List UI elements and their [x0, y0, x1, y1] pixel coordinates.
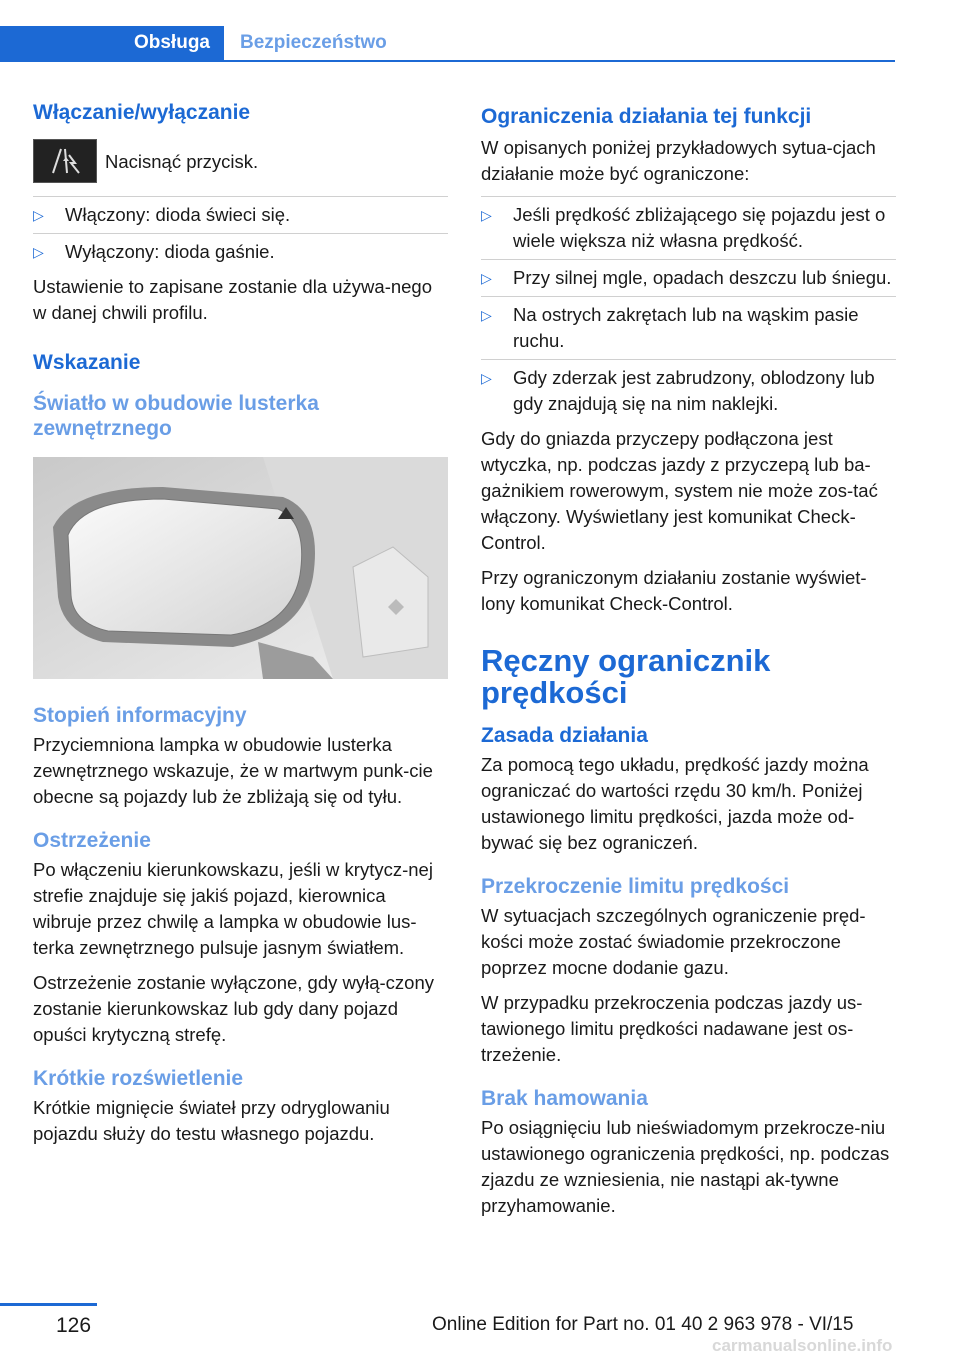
list-item [33, 233, 448, 265]
trailer-text: Gdy do gniazda przyczepy podłączona jest wtyczka, np. podczas jazdy z przyczepą lub ba-gażnikiem rowerowym, system nie może zos-tać włączony. Wyświetlany jest komunikat Check-Control. [481, 428, 878, 553]
press-button-text: Nacisnąć przycisk. [105, 151, 259, 172]
left-column [33, 100, 448, 1156]
triangle-bullet-icon: ▷ [481, 307, 492, 323]
heading-indication: Wskazanie [33, 351, 141, 374]
button-instruction [33, 139, 448, 184]
list-item [481, 196, 896, 254]
footer-rule [0, 1303, 97, 1306]
triangle-bullet-icon: ▷ [33, 244, 44, 260]
heading-limits: Ograniczenia działania tej funkcji [481, 105, 812, 128]
no-brake-text: Po osiągnięciu lub nieświadomym przekrocze-niu ustawionego ograniczenia prędkości, np. podczas zjazdu ze wzniesienia, nie nastąpi ak-tywne przyhamowanie. [481, 1117, 890, 1216]
list-item-text: Gdy zderzak jest zabrudzony, oblodzony lub gdy znajdują się na nim naklejki. [513, 367, 875, 414]
list-item-text: Włączony: dioda świeci się. [65, 204, 291, 225]
warning-text-2: Ostrzeżenie zostanie wyłączone, gdy wyłą-czony zostanie kierunkowskaz lub gdy dany pojazd opuści krytyczną strefę. [33, 972, 435, 1045]
list-item [481, 259, 896, 291]
limited-function-text: Przy ograniczonym działaniu zostanie wyświet-lony komunikat Check-Control. [481, 567, 867, 614]
heading-manual-limiter: Ręczny ogranicznik prędkości [481, 643, 771, 710]
info-level-text: Przyciemniona lampka w obudowie lusterka zewnętrznego wskazuje, że w martwym punk-cie obecne są pojazdy lub że zbliżają się od tyłu. [33, 734, 433, 807]
warning-text-1: Po włączeniu kierunkowskazu, jeśli w krytycz-nej strefie znajduje się jakiś pojazd, kierownica wibruje przez chwilę a lampka w obudowie lus-terka zewnętrznego pulsuje jasnym światłem. [33, 859, 433, 958]
triangle-bullet-icon: ▷ [481, 207, 492, 223]
heading-principle: Zasada działania [481, 724, 648, 747]
watermark: carmanualsonline.info [712, 1336, 893, 1355]
limits-list [481, 196, 896, 417]
list-item [33, 196, 448, 228]
tab-obsluga[interactable]: Obsługa [0, 26, 224, 60]
principle-text: Za pomocą tego układu, prędkość jazdy można ograniczać do wartości rzędu 30 km/h. Poniżej ustawionego limitu prędkości, jazda może od-bywać się bez ograniczeń. [481, 754, 869, 853]
flash-text: Krótkie mignięcie świateł przy odryglowaniu pojazdu służy do testu własnego pojazdu. [33, 1097, 390, 1144]
heading-onoff: Włączanie/wyłączanie [33, 101, 251, 124]
top-tab-bar [0, 26, 895, 62]
limits-intro-text: W opisanych poniżej przykładowych sytua-cjach działanie może być ograniczone: [481, 137, 876, 184]
edition-note: Online Edition for Part no. 01 40 2 963 978 - VI/15 [432, 1314, 854, 1335]
saved-profile-text: Ustawienie to zapisane zostanie dla używa-nego w danej chwili profilu. [33, 276, 433, 323]
triangle-bullet-icon: ▷ [481, 270, 492, 286]
list-item [481, 296, 896, 354]
list-item-text: Jeśli prędkość zbliżającego się pojazdu jest o wiele większa niż własna prędkość. [513, 204, 886, 251]
triangle-bullet-icon: ▷ [33, 207, 44, 223]
list-item [481, 359, 896, 417]
heading-warning: Ostrzeżenie [33, 829, 151, 852]
tab-bezpieczenstwo[interactable]: Bezpieczeństwo [240, 32, 387, 53]
list-item-text: Przy silnej mgle, opadach deszczu lub śniegu. [513, 267, 892, 288]
heading-no-brake: Brak hamowania [481, 1087, 648, 1110]
list-item-text: Na ostrych zakrętach lub na wąskim pasie ruchu. [513, 304, 859, 351]
heading-mirror-light: Światło w obudowie lusterka zewnętrznego [33, 392, 319, 440]
heading-exceed: Przekroczenie limitu prędkości [481, 875, 790, 898]
exceed-text-2: W przypadku przekroczenia podczas jazdy us-tawionego limitu prędkości nadawane jest os-trzeżenie. [481, 992, 863, 1065]
heading-flash: Krótkie rozświetlenie [33, 1067, 244, 1090]
heading-info-level: Stopień informacyjny [33, 704, 247, 727]
list-item-text: Wyłączony: dioda gaśnie. [65, 241, 275, 262]
page-number: 126 [56, 1314, 92, 1337]
blind-spot-button-icon [33, 139, 97, 183]
right-column [481, 104, 896, 1228]
triangle-bullet-icon: ▷ [481, 370, 492, 386]
exceed-text-1: W sytuacjach szczególnych ograniczenie pręd-kości może zostać świadomie przekroczone poprzez mocne dodanie gazu. [481, 905, 866, 978]
mirror-photo [33, 457, 448, 679]
onoff-list [33, 196, 448, 265]
